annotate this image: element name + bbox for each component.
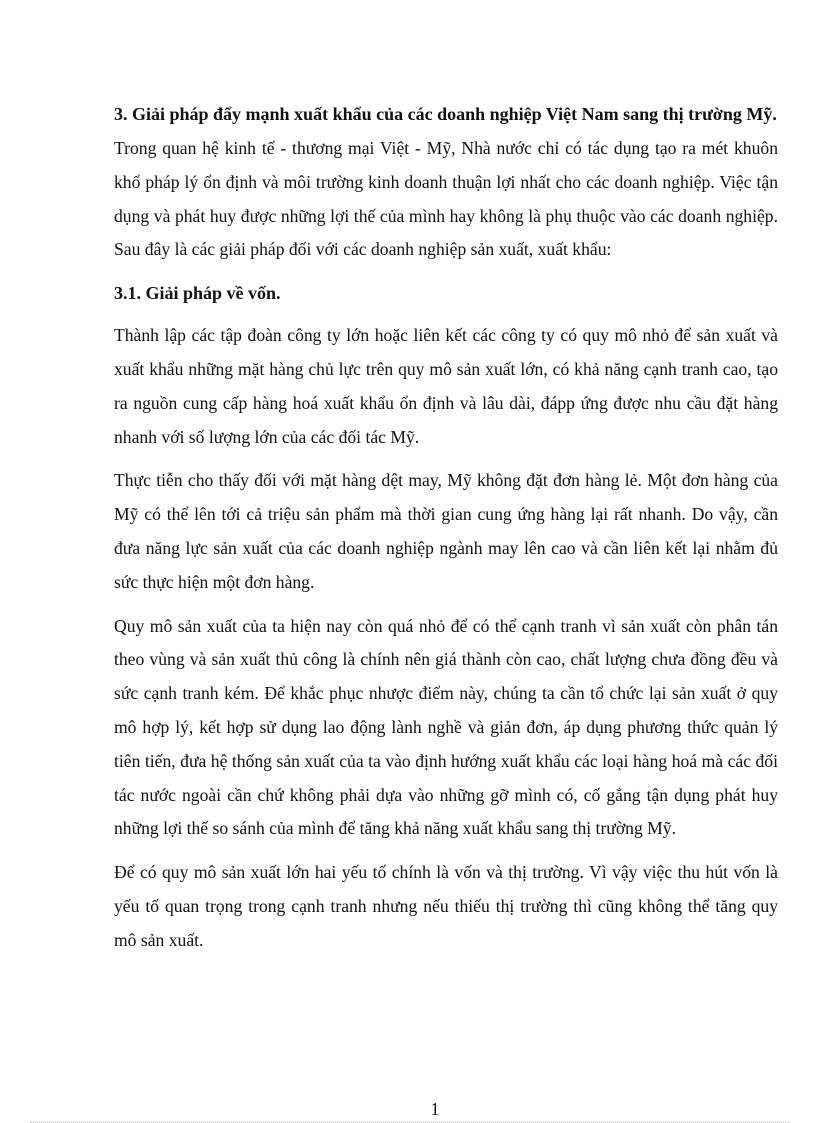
body-paragraph: Thực tiễn cho thấy đối với mặt hàng dệt may, Mỹ không đặt đơn hàng lẻ. Một đơn hàng của Mỹ có thể lên tới cả triệu sản phẩm mà thời gian cung ứng hàng lại rất nhanh. Do vậy, cần đưa năng lực sản xuất của các doanh nghiệp ngành may lên cao và cần liên kết lại nhằm đủ sức thực hiện một đơn hàng. xyxy=(114,470,778,592)
subsection-title: 3.1. Giải pháp về vốn. xyxy=(114,283,281,304)
section-title: 3. Giải pháp đẩy mạnh xuất khẩu của các doanh nghiệp Việt Nam sang thị trường Mỹ. xyxy=(114,104,777,124)
body-paragraph: Để có quy mô sản xuất lớn hai yếu tố chính là vốn và thị trường. Vì vậy việc thu hút vốn là yếu tố quan trọng trong cạnh tranh nhưng nếu thiếu thị trường thì cũng không thể tăng quy mô sản xuất. xyxy=(114,862,778,950)
document-page xyxy=(114,98,778,968)
page-number: 1 xyxy=(430,1099,440,1119)
body-paragraph: Quy mô sản xuất của ta hiện nay còn quá nhỏ để có thể cạnh tranh vì sản xuất còn phân tán theo vùng và sản xuất thủ công là chính nên giá thành còn cao, chất lượng chưa đồng đều và sức cạnh tranh kém. Để khắc phục nhược điểm này, chúng ta cần tổ chức lại sản xuất ở quy mô hợp lý, kết hợp sử dụng lao động lành nghề và giản đơn, áp dụng phương thức quản lý tiên tiến, đưa hệ thống sản xuất của ta vào định hướng xuất khẩu các loại hàng hoá mà các đối tác nước ngoài cần chứ không phải dựa vào những gỡ mình có, cố gắng tận dụng phát huy những lợi thế so sánh của mình để tăng khả năng xuất khẩu sang thị trường Mỹ. xyxy=(114,615,778,839)
body-paragraph: Thành lập các tập đoàn công ty lớn hoặc liên kết các công ty có quy mô nhỏ để sản xuất và xuất khẩu những mặt hàng chủ lực trên quy mô sản xuất lớn, có khả năng cạnh tranh cao, tạo ra nguồn cung cấp hàng hoá xuất khẩu ổn định và lâu dài, đápp ứng được nhu cầu đặt hàng nhanh với số lượng lớn của các đối tác Mỹ. xyxy=(114,325,778,447)
intro-paragraph: Trong quan hệ kinh tế - thương mại Việt - Mỹ, Nhà nước chỉ có tác dụng tạo ra mét khuôn khổ pháp lý ổn định và môi trường kinh doanh thuận lợi nhất cho các doanh nghiệp. Việc tận dụng và phát huy được những lợi thế của mình hay không là phụ thuộc vào các doanh nghiệp. Sau đây là các giải pháp đối với các doanh nghiệp sản xuất, xuất khẩu: xyxy=(114,138,778,260)
